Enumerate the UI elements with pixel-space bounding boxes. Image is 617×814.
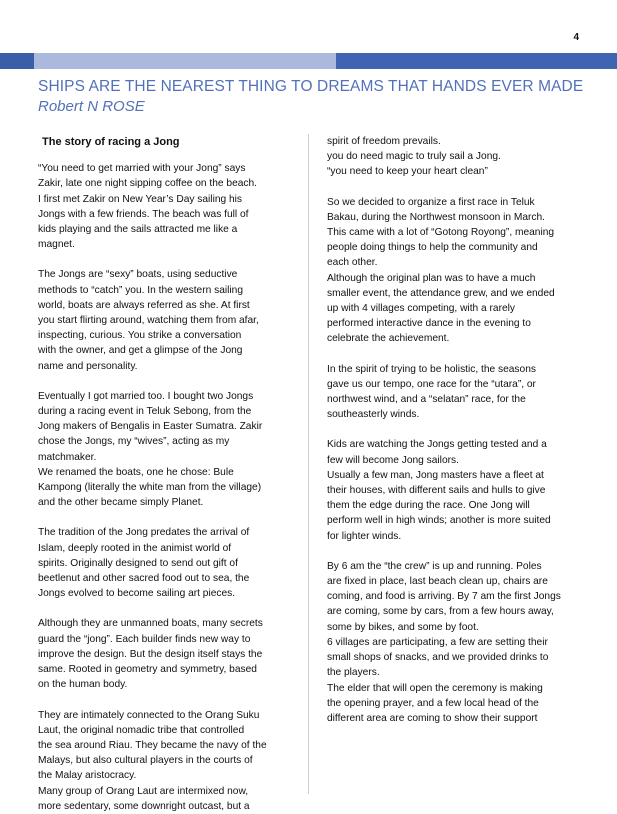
paragraph-line: you start flirting around, watching them from afar,: [38, 315, 259, 327]
paragraph-line: their houses, with different sails and hulls to give: [327, 485, 546, 497]
paragraph-line: small shops of snacks, and we provided drinks to: [327, 652, 549, 664]
paragraph-line: spirits. Originally designed to send out gift of: [38, 557, 238, 569]
paragraph-line: methods to “catch” you. In the western sailing: [38, 284, 243, 296]
page-number: 4: [573, 32, 579, 43]
paragraph-line: guard the “jong”. Each builder finds new way to: [38, 633, 251, 645]
paragraph: [327, 437, 585, 543]
paragraph-line: inspecting, curious. You strike a conversation: [38, 330, 242, 342]
paragraph-line: celebrate the achievement.: [327, 333, 450, 345]
paragraph-line: Jongs evolved to become sailing art pieces.: [38, 588, 236, 600]
paragraph-line: Kids are watching the Jongs getting tested and a: [327, 439, 547, 451]
paragraph-line: This came with a lot of “Gotong Royong”, meaning: [327, 227, 555, 239]
paragraph-line: the players.: [327, 667, 380, 679]
header-bar-segment-blue: [336, 53, 617, 69]
paragraph-line: are fixed in place, last beach clean up, chairs are: [327, 576, 548, 588]
left-column: [38, 134, 290, 814]
paragraph: [38, 525, 290, 601]
paragraph: [327, 559, 585, 726]
paragraph-line: Usually a few man, Jong masters have a fleet at: [327, 469, 544, 481]
paragraph-line: beetlenut and other sacred food out to sea, the: [38, 573, 250, 585]
paragraph: [38, 161, 290, 252]
paragraph-line: you do need magic to truly sail a Jong.: [327, 151, 501, 163]
paragraph-line: spirit of freedom prevails.: [327, 136, 441, 147]
paragraph-line: The elder that will open the ceremony is making: [327, 682, 543, 694]
paragraph-line: each other.: [327, 257, 378, 269]
paragraph-line: some by bikes, and some by foot.: [327, 621, 479, 633]
paragraph-line: same. Rooted in geometry and symmetry, based: [38, 664, 257, 676]
paragraph: [38, 389, 290, 511]
paragraph-line: the opening prayer, and a few local head of the: [327, 697, 539, 709]
paragraph-line: In the spirit of trying to be holistic, the seasons: [327, 363, 536, 375]
paragraph-line: improve the design. But the design itself stays the: [38, 648, 263, 660]
paragraph-line: 6 villages are participating, a few are setting their: [327, 636, 548, 648]
paragraph-line: By 6 am the “the crew” is up and running. Poles: [327, 560, 542, 572]
paragraph-line: Eventually I got married too. I bought two Jongs: [38, 390, 254, 402]
column-divider: [308, 134, 309, 794]
paragraph-line: with the owner, and get a glimpse of the Jong: [38, 345, 243, 357]
paragraph: [38, 616, 290, 692]
paragraph-line: few will become Jong sailors.: [327, 454, 459, 466]
paragraph: [38, 267, 290, 373]
section-heading: The story of racing a Jong: [42, 136, 180, 148]
paragraph-line: on the human body.: [38, 679, 128, 691]
paragraph-line: Kampong (literally the white man from the village): [38, 482, 262, 494]
paragraph-line: gave us our tempo, one race for the “utara”, or: [327, 378, 536, 390]
paragraph-line: chose the Jongs, my “wives”, acting as my: [38, 436, 230, 448]
paragraph-line: I first met Zakir on New Year’s Day sailing his: [38, 193, 243, 205]
paragraph-line: perform well in high winds; another is more suited: [327, 515, 551, 527]
paragraph-line: “you need to keep your heart clean”: [327, 166, 488, 178]
paragraph: [327, 134, 585, 180]
paragraph-line: people doing things to help the community and: [327, 242, 538, 254]
paragraph-line: them the edge during the race. One Jong will: [327, 500, 530, 512]
paragraph: [327, 362, 585, 423]
paragraph-line: Bakau, during the Northwest monsoon in March.: [327, 211, 546, 223]
paragraph: [327, 195, 585, 347]
paragraph-line: world, boats are always referred as she. At first: [38, 299, 250, 311]
paragraph-line: smaller event, the attendance grew, and we ended: [327, 287, 555, 299]
paragraph-line: Although the original plan was to have a much: [327, 272, 536, 284]
page-title: SHIPS ARE THE NEAREST THING TO DREAMS THAT HANDS EVER MADE: [38, 78, 584, 95]
paragraph-line: Many group of Orang Laut are intermixed now,: [38, 785, 249, 797]
paragraph-line: coming, and food is arriving. By 7 am the first Jongs: [327, 591, 561, 603]
right-column: [327, 134, 585, 726]
paragraph-line: are coming, some by cars, from a few hours away,: [327, 606, 554, 618]
paragraph-line: The Jongs are “sexy” boats, using seductive: [38, 269, 238, 281]
paragraph-line: Although they are unmanned boats, many secrets: [38, 618, 263, 630]
paragraph-line: name and personality.: [38, 360, 138, 372]
paragraph-line: So we decided to organize a first race in Teluk: [327, 196, 535, 208]
paragraph-line: kids playing and the sails attracted me like a: [38, 224, 238, 236]
paragraph-line: Jongs with a few friends. The beach was full of: [38, 208, 249, 220]
paragraph-line: during a racing event in Teluk Sebong, from the: [38, 406, 252, 418]
paragraph-line: Zakir, late one night sipping coffee on the beach.: [38, 178, 257, 190]
paragraph-line: southeasterly winds.: [327, 409, 420, 421]
paragraph-line: Laut, the original nomadic tribe that controlled: [38, 724, 245, 736]
header-bar-segment-dark: [0, 53, 34, 69]
paragraph-line: for lighter winds.: [327, 530, 402, 542]
right-paragraphs: [327, 134, 585, 726]
paragraph-line: different area are coming to show their support: [327, 712, 538, 724]
paragraph-line: Malays, but also cultural players in the courts of: [38, 755, 253, 767]
paragraph: [38, 708, 290, 814]
author-name: Robert N ROSE: [38, 98, 145, 115]
paragraph-line: northwest wind, and a “selatan” race, for the: [327, 394, 526, 406]
paragraph-line: matchmaker.: [38, 451, 97, 463]
paragraph-line: Islam, deeply rooted in the animist world of: [38, 542, 232, 554]
paragraph-line: They are intimately connected to the Orang Suku: [38, 709, 260, 721]
paragraph-line: Jong makers of Bengalis in Easter Sumatra. Zakir: [38, 421, 263, 433]
paragraph-line: more sedentary, some downright outcast, but a: [38, 800, 250, 812]
paragraph-line: The tradition of the Jong predates the arrival of: [38, 527, 250, 539]
paragraph-line: the sea around Riau. They became the navy of the: [38, 739, 267, 751]
paragraph-line: and the other became simply Planet.: [38, 497, 204, 509]
left-paragraphs: [38, 161, 290, 814]
paragraph-line: up with 4 villages competing, with a rarely: [327, 303, 515, 315]
paragraph-line: “You need to get married with your Jong” says: [38, 163, 246, 175]
header-color-bar: [0, 53, 617, 69]
paragraph-line: the Malay aristocracy.: [38, 770, 137, 782]
paragraph-line: performed interactive dance in the evening to: [327, 318, 531, 330]
paragraph-line: magnet.: [38, 239, 75, 251]
header-bar-segment-light: [34, 53, 336, 69]
paragraph-line: We renamed the boats, one he chose: Bule: [38, 466, 234, 478]
